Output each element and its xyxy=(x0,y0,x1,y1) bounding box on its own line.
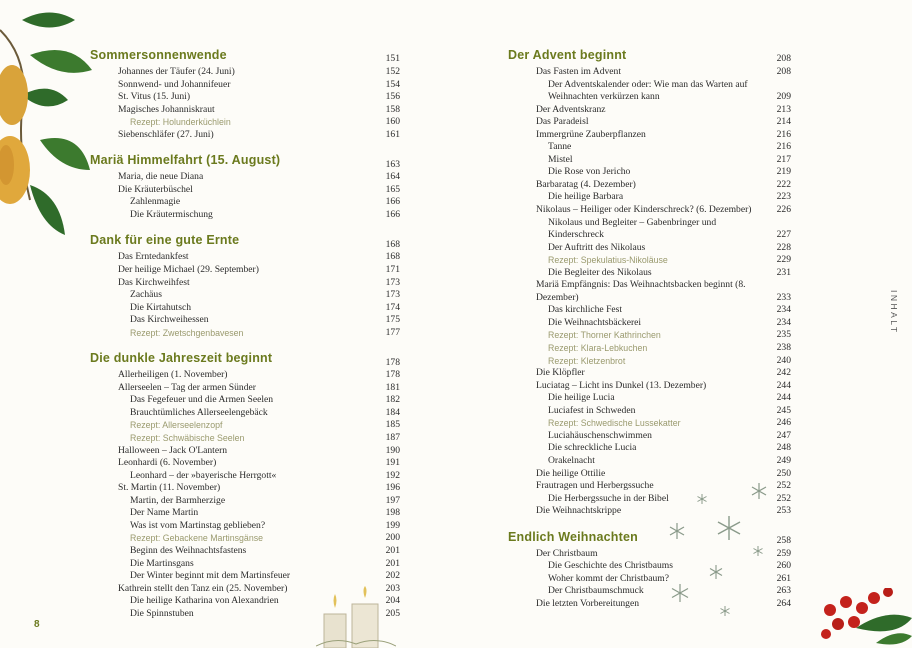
toc-subentry xyxy=(90,196,400,209)
toc-entry-title: Die Martinsgans xyxy=(130,557,194,569)
toc-entry-page: 263 xyxy=(776,585,791,597)
toc-entry-page: 219 xyxy=(776,166,791,178)
toc-entry xyxy=(508,367,791,380)
toc-entry-title: Was ist vom Martinstag geblieben? xyxy=(130,519,266,531)
toc-entry-title: Rezept: Allerseelenzopf xyxy=(130,420,223,431)
toc-entry-title: Zahlenmagie xyxy=(130,196,181,208)
toc-entry-page: 216 xyxy=(776,128,791,140)
toc-entry-page: 205 xyxy=(385,607,400,619)
toc-entry xyxy=(508,380,791,393)
toc-entry-title: Der Adventskalender oder: Wie man das Warten auf Weihnachten verkürzen kann xyxy=(548,78,748,103)
toc-entry-title: Rezept: Holunderküchlein xyxy=(130,117,231,128)
toc-entry-title: Die heilige Lucia xyxy=(548,392,615,404)
toc-entry-page: 151 xyxy=(385,53,400,65)
toc-entry-page: 247 xyxy=(776,429,791,441)
toc-subentry xyxy=(90,595,400,608)
toc-entry-title: Leonhardi (6. November) xyxy=(118,457,217,469)
toc-subentry xyxy=(508,267,791,280)
toc-entry-page: 261 xyxy=(776,572,791,584)
toc-entry-title: Der Christbaum xyxy=(536,547,598,559)
toc-entry-page: 248 xyxy=(776,442,791,454)
toc-subentry xyxy=(508,392,791,405)
toc-entry xyxy=(90,184,400,197)
toc-entry-title: Das kirchliche Fest xyxy=(548,304,623,316)
toc-entry-page: 190 xyxy=(385,444,400,456)
toc-subentry xyxy=(90,314,400,327)
toc-entry-title: Siebenschläfer (27. Juni) xyxy=(118,128,214,140)
toc-entry-page: 166 xyxy=(385,208,400,220)
toc-entry-page: 171 xyxy=(385,264,400,276)
toc-entry-title: Halloween – Jack O'Lantern xyxy=(118,444,228,456)
toc-entry-title: Die heilige Ottilie xyxy=(536,467,606,479)
toc-entry-page: 201 xyxy=(385,544,400,556)
toc-entry-page: 214 xyxy=(776,116,791,128)
toc-entry-page: 163 xyxy=(385,158,400,170)
toc-entry-title: Die dunkle Jahreszeit beginnt xyxy=(90,351,273,366)
toc-entry-title: Orakelnacht xyxy=(548,454,595,466)
toc-entry xyxy=(90,369,400,382)
toc-entry-page: 184 xyxy=(385,406,400,418)
toc-entry-page: 242 xyxy=(776,367,791,379)
toc-entry-page: 249 xyxy=(776,454,791,466)
toc-subentry xyxy=(508,79,791,104)
toc-left-column xyxy=(90,44,400,620)
toc-recipe-entry xyxy=(90,116,400,129)
toc-entry-page: 260 xyxy=(776,560,791,572)
toc-entry-title: Zachäus xyxy=(130,289,162,301)
toc-recipe-entry xyxy=(90,432,400,445)
toc-entry-page: 192 xyxy=(385,469,400,481)
toc-section-heading xyxy=(90,149,400,171)
toc-subentry xyxy=(508,304,791,317)
toc-entry-page: 240 xyxy=(776,354,791,366)
toc-entry xyxy=(508,204,791,217)
toc-entry-page: 182 xyxy=(385,394,400,406)
toc-entry-title: Die schreckliche Lucia xyxy=(548,442,637,454)
toc-entry-title: Rezept: Kletzenbrot xyxy=(548,355,626,366)
toc-entry-title: Die Rose von Jericho xyxy=(548,166,631,178)
toc-entry-title: Frautragen und Herbergssuche xyxy=(536,480,654,492)
toc-subentry xyxy=(508,573,791,586)
toc-subentry xyxy=(90,289,400,302)
toc-entry-title: Rezept: Gebackene Martinsgänse xyxy=(130,533,264,544)
toc-entry-page: 161 xyxy=(385,128,400,140)
toc-entry-title: Rezept: Spekulatius-Nikoläuse xyxy=(548,255,668,266)
toc-entry-title: Martin, der Barmherzige xyxy=(130,494,226,506)
toc-entry-page: 259 xyxy=(776,547,791,559)
toc-subentry xyxy=(90,407,400,420)
toc-entry xyxy=(508,104,791,117)
toc-entry-page: 178 xyxy=(385,356,400,368)
toc-entry-page: 197 xyxy=(385,494,400,506)
toc-entry xyxy=(90,482,400,495)
toc-entry-title: Sonnwend- und Johannifeuer xyxy=(118,78,231,90)
toc-subentry xyxy=(508,242,791,255)
toc-entry-page: 208 xyxy=(776,66,791,77)
toc-entry-page: 258 xyxy=(776,535,791,547)
toc-entry xyxy=(508,116,791,129)
toc-entry-page: 166 xyxy=(385,196,400,208)
toc-entry-page: 252 xyxy=(776,492,791,504)
toc-subentry xyxy=(508,166,791,179)
toc-entry xyxy=(508,598,791,611)
toc-entry-page: 202 xyxy=(385,570,400,582)
toc-entry xyxy=(508,505,791,518)
toc-entry-page: 264 xyxy=(776,597,791,609)
pear-branch-illustration xyxy=(0,0,95,245)
toc-entry-title: Rezept: Zwetschgenbavesen xyxy=(130,327,244,338)
toc-recipe-entry xyxy=(508,417,791,430)
toc-entry-page: 209 xyxy=(776,91,791,103)
toc-entry-page: 226 xyxy=(776,204,791,216)
toc-entry-title: Die Herbergssuche in der Bibel xyxy=(548,492,669,504)
holly-berries-illustration xyxy=(816,588,912,648)
toc-section-heading xyxy=(90,44,400,66)
toc-entry-title: Die heilige Katharina von Alexandrien xyxy=(130,595,279,607)
toc-entry xyxy=(90,583,400,596)
toc-entry xyxy=(508,129,791,142)
toc-entry-page: 191 xyxy=(385,457,400,469)
toc-entry-page: 201 xyxy=(385,557,400,569)
toc-entry-title: Johannes der Täufer (24. Juni) xyxy=(118,66,235,77)
toc-entry xyxy=(508,548,791,561)
toc-entry-page: 175 xyxy=(385,314,400,326)
toc-entry-page: 181 xyxy=(385,381,400,393)
toc-entry-title: Die Kräuterbüschel xyxy=(118,183,193,195)
toc-subentry xyxy=(90,608,400,621)
toc-entry xyxy=(90,66,400,79)
toc-entry-title: Dank für eine gute Ernte xyxy=(90,233,240,248)
toc-entry-title: Mariä Himmelfahrt (15. August) xyxy=(90,153,281,168)
toc-entry xyxy=(90,382,400,395)
toc-subentry xyxy=(90,302,400,315)
toc-entry-title: Brauchtümliches Allerseelengebäck xyxy=(130,406,268,418)
toc-subentry xyxy=(508,493,791,506)
toc-entry-title: Die Geschichte des Christbaums xyxy=(548,560,673,572)
toc-entry xyxy=(508,66,791,79)
toc-subentry xyxy=(90,545,400,558)
page-number: 8 xyxy=(34,619,40,630)
toc-entry-title: Leonhard – der »bayerische Herrgott« xyxy=(130,469,277,481)
toc-recipe-entry xyxy=(508,342,791,355)
toc-entry-title: St. Martin (11. November) xyxy=(118,482,221,494)
toc-entry-page: 229 xyxy=(776,254,791,266)
toc-entry-title: Luciafest in Schweden xyxy=(548,404,636,416)
toc-entry-page: 187 xyxy=(385,432,400,444)
toc-entry xyxy=(508,179,791,192)
toc-entry-page: 174 xyxy=(385,301,400,313)
toc-subentry xyxy=(90,520,400,533)
toc-subentry xyxy=(90,209,400,222)
toc-entry-page: 165 xyxy=(385,183,400,195)
toc-entry-page: 245 xyxy=(776,404,791,416)
toc-entry-title: Die Kirtahutsch xyxy=(130,301,192,313)
toc-entry-page: 156 xyxy=(385,91,400,103)
toc-entry-title: Die Begleiter des Nikolaus xyxy=(548,266,652,278)
toc-entry xyxy=(90,91,400,104)
toc-entry-title: Kathrein stellt den Tanz ein (25. November) xyxy=(118,582,288,594)
toc-entry xyxy=(90,171,400,184)
toc-entry-title: Der Adventskranz xyxy=(536,103,606,115)
toc-section-heading xyxy=(508,44,791,66)
toc-entry-page: 152 xyxy=(385,66,400,77)
toc-entry-title: Woher kommt der Christbaum? xyxy=(548,572,669,584)
toc-entry xyxy=(90,264,400,277)
toc-entry-title: Der Christbaumschmuck xyxy=(548,585,644,597)
toc-recipe-entry xyxy=(508,254,791,267)
toc-entry-title: Das Fegefeuer und die Armen Seelen xyxy=(130,394,274,406)
toc-entry-title: Das Fasten im Advent xyxy=(536,66,622,77)
toc-entry-page: 233 xyxy=(776,291,791,303)
toc-entry-page: 200 xyxy=(385,532,400,544)
toc-entry-page: 160 xyxy=(385,116,400,128)
toc-recipe-entry xyxy=(508,355,791,368)
toc-entry-page: 204 xyxy=(385,595,400,607)
toc-subentry xyxy=(508,217,791,242)
toc-section-heading xyxy=(508,526,791,548)
toc-entry-page: 222 xyxy=(776,178,791,190)
toc-entry-title: Das Erntedankfest xyxy=(118,251,189,263)
toc-entry xyxy=(90,104,400,117)
toc-entry-page: 208 xyxy=(776,53,791,65)
toc-subentry xyxy=(90,507,400,520)
toc-entry-title: Die Kräutermischung xyxy=(130,208,213,220)
toc-entry-page: 244 xyxy=(776,379,791,391)
toc-entry-page: 173 xyxy=(385,276,400,288)
toc-entry xyxy=(90,457,400,470)
toc-entry-page: 203 xyxy=(385,582,400,594)
side-label-text: INHALT xyxy=(889,290,899,335)
toc-entry-page: 198 xyxy=(385,507,400,519)
toc-subentry xyxy=(508,405,791,418)
toc-entry-title: Luciahäuschenschwimmen xyxy=(548,429,652,441)
toc-entry-title: Die Klöpfler xyxy=(536,367,585,379)
toc-subentry xyxy=(508,585,791,598)
toc-subentry xyxy=(508,141,791,154)
toc-entry-page: 252 xyxy=(776,480,791,492)
toc-right-column xyxy=(508,44,791,610)
toc-entry xyxy=(90,129,400,142)
toc-entry-title: Die Spinnstuben xyxy=(130,607,194,619)
toc-entry-title: Rezept: Klara-Lebkuchen xyxy=(548,343,648,354)
toc-entry xyxy=(90,251,400,264)
toc-entry xyxy=(508,279,791,304)
toc-entry-page: 238 xyxy=(776,342,791,354)
toc-entry-title: Der heilige Michael (29. September) xyxy=(118,264,259,276)
toc-entry-title: Rezept: Schwedische Lussekatter xyxy=(548,418,681,429)
toc-entry-page: 223 xyxy=(776,191,791,203)
toc-entry-title: Nikolaus – Heiliger oder Kinderschreck? (6. Dezember) xyxy=(536,204,752,216)
toc-entry-page: 164 xyxy=(385,171,400,183)
toc-entry-page: 228 xyxy=(776,241,791,253)
toc-entry-page: 185 xyxy=(385,419,400,431)
toc-subentry xyxy=(90,558,400,571)
toc-entry-title: Immergrüne Zauberpflanzen xyxy=(536,128,646,140)
toc-entry-page: 158 xyxy=(385,103,400,115)
toc-entry-page: 154 xyxy=(385,78,400,90)
toc-subentry xyxy=(508,430,791,443)
toc-entry-title: Der Advent beginnt xyxy=(508,48,627,62)
toc-entry xyxy=(90,445,400,458)
toc-entry-page: 178 xyxy=(385,369,400,381)
toc-entry xyxy=(90,79,400,92)
toc-entry-title: Luciatag – Licht ins Dunkel (13. Dezember) xyxy=(536,379,707,391)
toc-subentry xyxy=(90,495,400,508)
toc-entry-title: Nikolaus und Begleiter – Gabenbringer und Kinderschreck xyxy=(548,216,717,241)
toc-entry-title: Rezept: Schwäbische Seelen xyxy=(130,433,245,444)
toc-subentry xyxy=(508,455,791,468)
toc-entry-title: Allerheiligen (1. November) xyxy=(118,369,228,381)
toc-entry-title: Die Weihnachtskrippe xyxy=(536,505,622,517)
toc-entry xyxy=(90,277,400,290)
toc-subentry xyxy=(90,394,400,407)
toc-entry-title: Die letzten Vorbereitungen xyxy=(536,597,640,609)
toc-entry-page: 234 xyxy=(776,304,791,316)
toc-entry-page: 217 xyxy=(776,153,791,165)
toc-subentry xyxy=(508,191,791,204)
toc-entry-page: 244 xyxy=(776,392,791,404)
toc-entry-title: Tanne xyxy=(548,141,572,153)
toc-section-heading xyxy=(90,229,400,251)
toc-subentry xyxy=(508,317,791,330)
section-gap xyxy=(90,221,400,229)
toc-subentry xyxy=(90,570,400,583)
toc-entry-page: 231 xyxy=(776,266,791,278)
toc-entry-title: Magisches Johanniskraut xyxy=(118,103,215,115)
toc-recipe-entry xyxy=(508,329,791,342)
toc-section-heading xyxy=(90,347,400,369)
toc-entry-title: Der Name Martin xyxy=(130,507,199,519)
toc-entry xyxy=(508,468,791,481)
toc-entry-page: 173 xyxy=(385,289,400,301)
toc-entry-title: Mistel xyxy=(548,153,573,165)
section-gap xyxy=(508,518,791,526)
toc-entry-title: Barbaratag (4. Dezember) xyxy=(536,178,636,190)
toc-entry-page: 199 xyxy=(385,519,400,531)
toc-entry-page: 196 xyxy=(385,482,400,494)
side-section-label xyxy=(877,290,907,350)
toc-entry-title: St. Vitus (15. Juni) xyxy=(118,91,191,103)
toc-recipe-entry xyxy=(90,532,400,545)
toc-entry-title: Endlich Weihnachten xyxy=(508,529,638,544)
toc-subentry xyxy=(508,154,791,167)
toc-entry-title: Rezept: Thorner Kathrinchen xyxy=(548,330,661,341)
toc-entry-page: 246 xyxy=(776,417,791,429)
toc-entry-page: 235 xyxy=(776,329,791,341)
toc-entry-page: 168 xyxy=(385,238,400,250)
toc-entry-title: Die heilige Barbara xyxy=(548,191,624,203)
toc-entry-title: Das Kirchweihessen xyxy=(130,314,209,326)
toc-entry-page: 177 xyxy=(385,326,400,338)
toc-entry-title: Sommersonnenwende xyxy=(90,48,227,62)
toc-subentry xyxy=(90,470,400,483)
toc-entry-title: Der Auftritt des Nikolaus xyxy=(548,241,646,253)
toc-entry-page: 168 xyxy=(385,251,400,263)
toc-entry-page: 216 xyxy=(776,141,791,153)
toc-entry-page: 213 xyxy=(776,103,791,115)
toc-entry-title: Mariä Empfängnis: Das Weihnachtsbacken beginnt (8. Dezember) xyxy=(536,279,746,303)
toc-recipe-entry xyxy=(90,419,400,432)
toc-subentry xyxy=(508,442,791,455)
toc-recipe-entry xyxy=(90,327,400,340)
toc-entry-title: Allerseelen – Tag der armen Sünder xyxy=(118,381,256,393)
toc-entry-title: Das Kirchweihfest xyxy=(118,276,190,288)
toc-entry-page: 253 xyxy=(776,505,791,517)
toc-subentry xyxy=(508,560,791,573)
toc-entry-title: Das Paradeisl xyxy=(536,116,589,128)
toc-entry-title: Die Weihnachtsbäckerei xyxy=(548,316,642,328)
toc-entry xyxy=(508,480,791,493)
toc-entry-title: Beginn des Weihnachtsfastens xyxy=(130,544,247,556)
section-gap xyxy=(90,141,400,149)
toc-entry-page: 234 xyxy=(776,316,791,328)
toc-entry-page: 227 xyxy=(776,229,791,241)
toc-entry-title: Maria, die neue Diana xyxy=(118,171,204,183)
toc-entry-title: Der Winter beginnt mit dem Martinsfeuer xyxy=(130,570,291,582)
section-gap xyxy=(90,339,400,347)
toc-entry-page: 250 xyxy=(776,467,791,479)
